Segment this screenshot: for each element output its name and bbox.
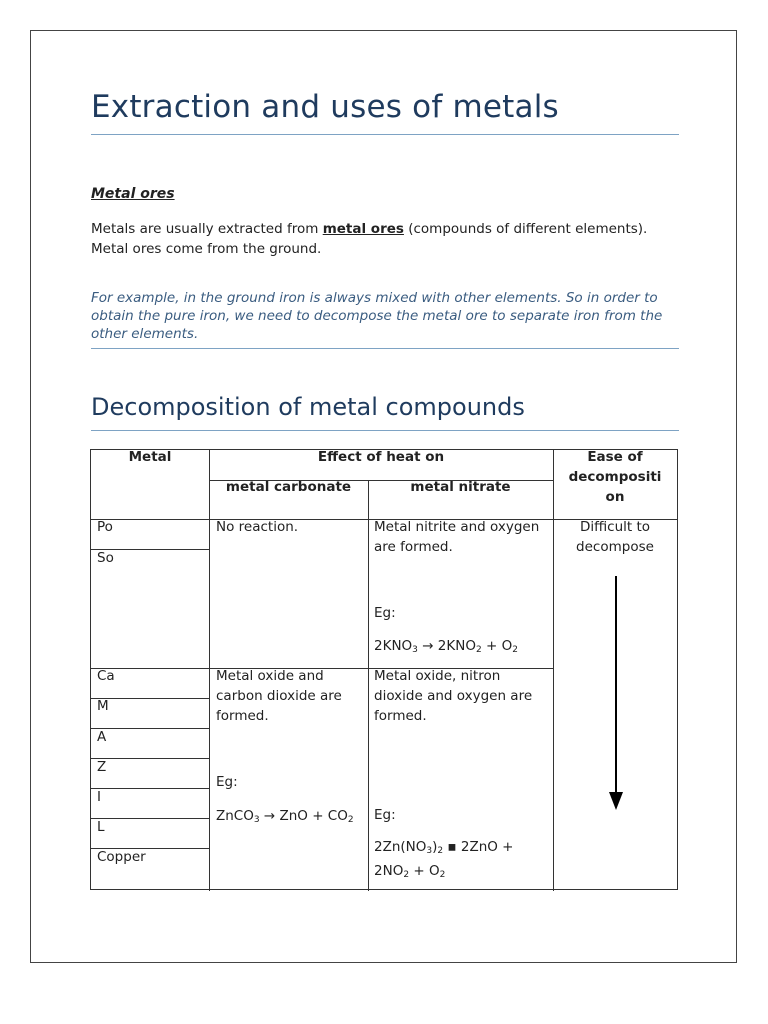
eq-part: + O xyxy=(481,638,513,654)
row-divider-ca xyxy=(91,698,209,699)
para-text-after: (compounds of different elements). Metal ores come from the ground. xyxy=(91,221,648,257)
eq-sub: 2 xyxy=(437,846,444,856)
metal-po: Po xyxy=(97,519,113,535)
group2-nitrate-equation xyxy=(374,837,549,885)
eq-sub: 2 xyxy=(347,815,354,825)
eq-sub: 3 xyxy=(253,815,260,825)
col-divider-metal xyxy=(209,450,210,891)
row-divider-z xyxy=(91,788,209,789)
metal-so: So xyxy=(97,550,114,566)
metal-ores-paragraph xyxy=(91,219,679,259)
example-rule xyxy=(91,348,679,349)
eq-part: + O xyxy=(409,863,440,879)
section-title: Decomposition of metal compounds xyxy=(91,393,525,421)
eq-part: → 2KNO xyxy=(417,638,476,654)
header-ease-of-decomposition: Ease of decompositi on xyxy=(568,449,662,505)
row-divider-m xyxy=(91,728,209,729)
row-divider-a xyxy=(91,758,209,759)
group1-carbonate-effect: No reaction. xyxy=(216,519,299,535)
metal-a: A xyxy=(97,729,107,745)
ease-text: Difficult to decompose xyxy=(576,519,654,555)
eq-part: 2KNO xyxy=(374,638,413,654)
eq-sub: 3 xyxy=(412,645,418,655)
decomposition-table xyxy=(90,449,678,890)
col-divider-carbonate xyxy=(368,480,369,891)
eq-part: ) xyxy=(432,839,438,855)
para-text-before: Metals are usually extracted from xyxy=(91,221,323,237)
example-paragraph: For example, in the ground iron is always mixed with other elements. So in order to obtain the pure iron, we need to decompose the metal ore to separate iron from the other elements. xyxy=(91,290,663,342)
group2-nitrate-eg: Eg: xyxy=(374,807,396,823)
para-bold-term: metal ores xyxy=(322,221,404,237)
header-metal-carbonate: metal carbonate xyxy=(225,479,352,495)
col-divider-nitrate xyxy=(553,450,554,891)
eq-part: ▪ 2ZnO + 2NO xyxy=(374,839,514,879)
metal-copper: Copper xyxy=(97,849,146,865)
eq-sub: 2 xyxy=(439,870,446,880)
eq-part: 2Zn(NO xyxy=(374,839,427,855)
row-divider-i xyxy=(91,818,209,819)
group1-nitrate-effect: Metal nitrite and oxygen are formed. xyxy=(374,519,540,555)
group1-nitrate-eg: Eg: xyxy=(374,605,396,621)
section-rule xyxy=(91,430,679,431)
group2-carbonate-effect: Metal oxide and carbon dioxide are formed. xyxy=(216,668,342,724)
decreasing-ease-arrow-shaft xyxy=(615,576,617,796)
group2-carbonate-eg: Eg: xyxy=(216,774,238,790)
metal-z: Z xyxy=(97,759,107,775)
metal-i: I xyxy=(97,789,101,805)
metal-l: L xyxy=(97,819,105,835)
group2-nitrate-effect: Metal oxide, nitron dioxide and oxygen are formed. xyxy=(374,668,533,724)
eq-sub: 3 xyxy=(426,846,433,856)
eq-part: ZnCO xyxy=(216,808,254,824)
header-metal: Metal xyxy=(128,449,172,465)
header-effect-of-heat: Effect of heat on xyxy=(317,449,445,465)
eq-sub: 2 xyxy=(403,870,410,880)
group2-carbonate-equation xyxy=(216,806,364,830)
down-arrow-icon xyxy=(609,792,623,810)
header-metal-nitrate: metal nitrate xyxy=(410,479,511,495)
metal-m: M xyxy=(97,698,109,714)
page-title: Extraction and uses of metals xyxy=(91,89,559,125)
group1-nitrate-equation xyxy=(374,636,549,660)
metal-ores-heading: Metal ores xyxy=(91,186,175,202)
eq-part: → ZnO + CO xyxy=(259,808,348,824)
eq-sub: 2 xyxy=(475,645,482,655)
eq-sub: 2 xyxy=(512,645,518,655)
title-rule xyxy=(91,134,679,135)
metal-ca: Ca xyxy=(97,668,115,684)
